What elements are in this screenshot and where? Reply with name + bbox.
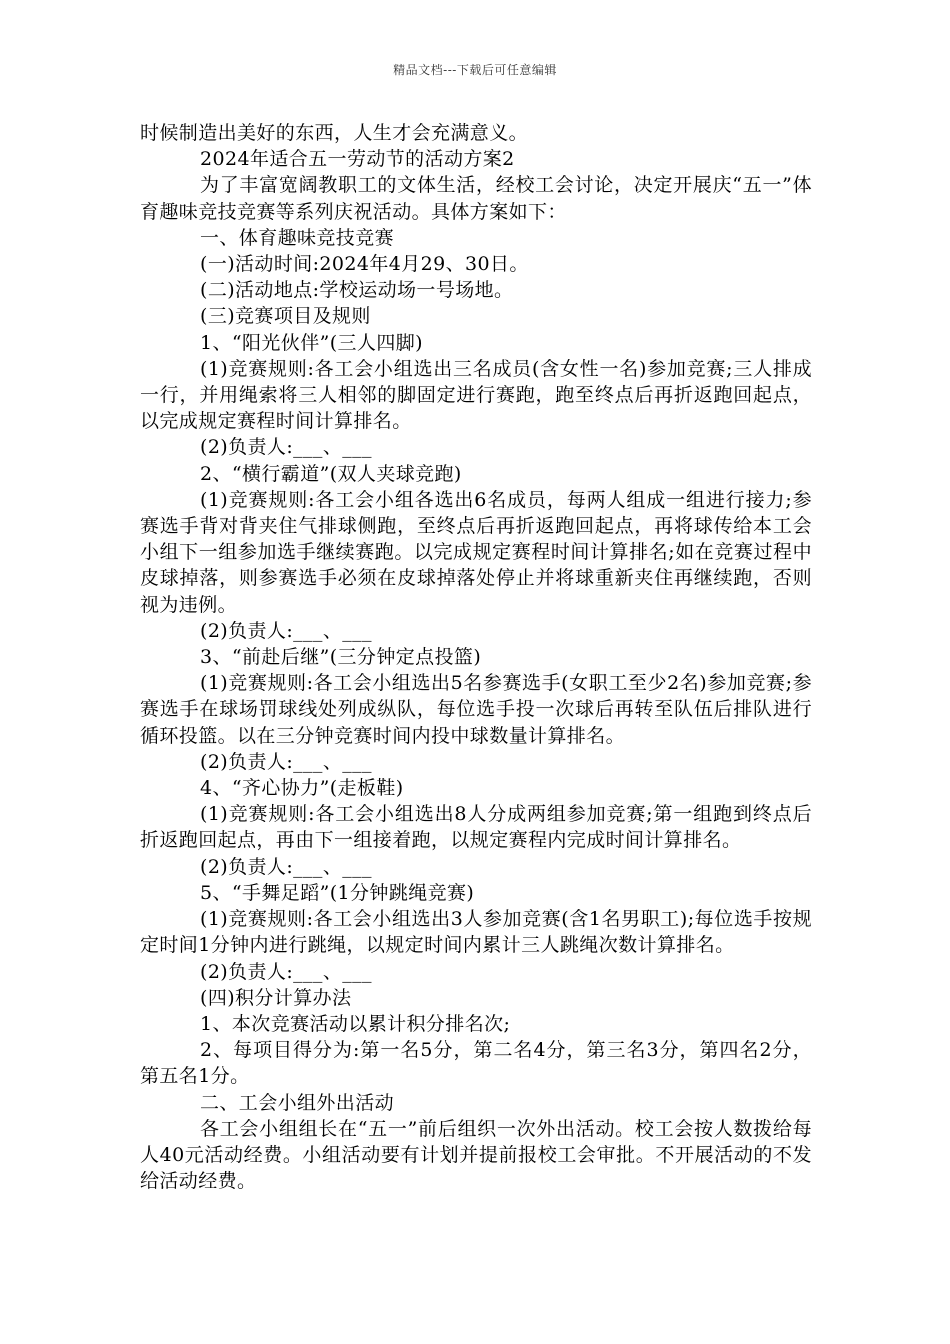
heading-sports-contest: 一、体育趣味竞技竞赛 bbox=[200, 226, 395, 249]
section-title: 2024年适合五一劳动节的活动方案2 bbox=[200, 148, 515, 171]
event-1-responsible: (2)负责人:___、___ bbox=[200, 436, 372, 459]
activity-time: (一)活动时间:2024年4月29、30日。 bbox=[200, 253, 529, 276]
event-2-rules: (1)竞赛规则:各工会小组各选出6名成员，每两人组成一组进行接力;参赛选手背对背夹住气排球侧跑，至终点后再折返跑回起点，再将球传给本工会小组下一组参加选手继续赛跑。以完成规定赛程时间计算排名;如在竞赛过程中皮球掉落，则参赛选手必须在皮球掉落处停止并将球重新夹住再继续跑，否则视为违例。 bbox=[140, 488, 812, 616]
intro-paragraph: 为了丰富宽阔教职工的文体生活，经校工会讨论，决定开展庆“五一”体育趣味竞技竞赛等系列庆祝活动。具体方案如下： bbox=[140, 174, 812, 223]
event-5-rules: (1)竞赛规则:各工会小组选出3人参加竞赛(含1名男职工);每位选手按规定时间1分钟内进行跳绳，以规定时间内累计三人跳绳次数计算排名。 bbox=[140, 908, 812, 957]
event-1-title: 1、“阳光伙伴”(三人四脚) bbox=[200, 331, 423, 354]
paragraph-continuation: 时候制造出美好的东西，人生才会充满意义。 bbox=[140, 122, 529, 144]
event-2-responsible: (2)负责人:___、___ bbox=[200, 619, 372, 642]
outing-paragraph: 各工会小组组长在“五一”前后组织一次外出活动。校工会按人数拨给每人40元活动经费。小组活动要有计划并提前报校工会审批。不开展活动的不发给活动经费。 bbox=[140, 1117, 812, 1193]
document-body bbox=[140, 120, 812, 1194]
heading-outing: 二、工会小组外出活动 bbox=[200, 1091, 395, 1114]
event-4-title: 4、“齐心协力”(走板鞋) bbox=[200, 777, 404, 800]
event-1-rules: (1)竞赛规则:各工会小组选出三名成员(含女性一名)参加竞赛;三人排成一行，并用绳索将三人相邻的脚固定进行赛跑，跑至终点后再折返跑回起点，以完成规定赛程时间计算排名。 bbox=[140, 357, 812, 433]
event-5-title: 5、“手舞足蹈”(1分钟跳绳竞赛) bbox=[200, 881, 475, 904]
page-header: 精品文档---下载后可任意编辑 bbox=[393, 63, 557, 77]
event-4-responsible: (2)负责人:___、___ bbox=[200, 855, 372, 878]
event-3-responsible: (2)负责人:___、___ bbox=[200, 750, 372, 773]
scoring-rule-2: 2、每项目得分为:第一名5分，第二名4分，第三名3分，第四名2分，第五名1分。 bbox=[140, 1039, 812, 1088]
scoring-rule-1: 1、本次竞赛活动以累计积分排名次; bbox=[200, 1012, 511, 1035]
event-3-title: 3、“前赴后继”(三分钟定点投篮) bbox=[200, 646, 482, 669]
event-2-title: 2、“横行霸道”(双人夹球竞跑) bbox=[200, 462, 462, 485]
event-5-responsible: (2)负责人:___、___ bbox=[200, 960, 372, 983]
activity-location: (二)活动地点:学校运动场一号场地。 bbox=[200, 279, 514, 302]
event-4-rules: (1)竞赛规则:各工会小组选出8人分成两组参加竞赛;第一组跑到终点后折返跑回起点，再由下一组接着跑，以规定赛程内完成时间计算排名。 bbox=[140, 803, 812, 852]
heading-events-rules: (三)竞赛项目及规则 bbox=[200, 305, 371, 328]
event-3-rules: (1)竞赛规则:各工会小组选出5名参赛选手(女职工至少2名)参加竞赛;参赛选手在球场罚球线处列成纵队，每位选手投一次球后再转至队伍后排队进行循环投篮。以在三分钟竞赛时间内投中球数量计算排名。 bbox=[140, 672, 812, 747]
heading-scoring: (四)积分计算办法 bbox=[200, 986, 352, 1009]
